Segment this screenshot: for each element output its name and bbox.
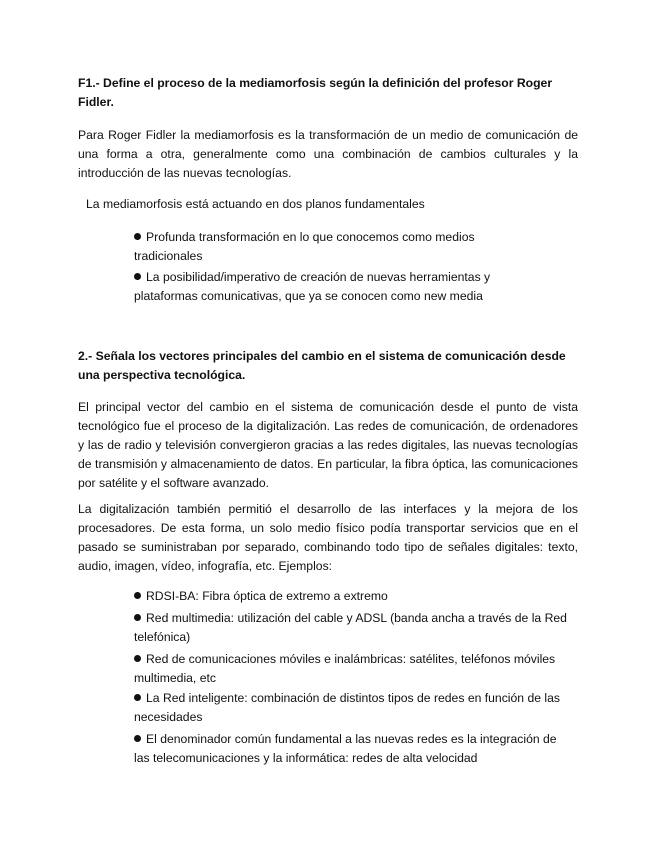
section2-paragraph-1: El principal vector del cambio en el sistema de comunicación desde el punto de vista tecnológico fue el proceso de la digitalización. Las redes de comunicación, de ordenadores y las de radio y televisión convergieron gracias a las redes digitales, las nuevas tecnologías de transmisión y almacenamiento de datos. En particular, la fibra óptica, las comunicaciones por satélite y el software avanzado. xyxy=(78,400,578,490)
section1-paragraph: Para Roger Fidler la mediamorfosis es la transformación de un medio de comunicación de una forma a otra, generalmente como una combinación de cambios culturales y la introducción de las nuevas tecnologías. xyxy=(78,128,578,180)
section2-bullet-5 xyxy=(134,730,570,768)
section1-title: F1.- Define el proceso de la mediamorfosis según la definición del profesor Roger Fidler. xyxy=(78,76,553,109)
bullet-dot-icon xyxy=(134,655,141,662)
section1-intro: La mediamorfosis está actuando en dos planos fundamentales xyxy=(86,197,425,211)
section1-bullet-2 xyxy=(134,268,524,306)
section1-bullet-1 xyxy=(134,228,514,266)
bullet-dot-icon xyxy=(134,233,141,240)
section2-bullet-4 xyxy=(134,689,570,727)
bullet-dot-icon xyxy=(134,735,141,742)
bullet-dot-icon xyxy=(134,614,141,621)
section2-bullet-1 xyxy=(134,587,580,606)
bullet-text: Red multimedia: utilización del cable y ADSL (banda ancha a través de la Red telefónica) xyxy=(134,611,567,644)
section2-title: 2.- Señala los vectores principales del cambio en el sistema de comunicación desde una perspectiva tecnológica. xyxy=(78,349,566,382)
bullet-text: El denominador común fundamental a las nuevas redes es la integración de las telecomunicaciones y la informática: redes de alta velocidad xyxy=(134,732,557,765)
bullet-dot-icon xyxy=(134,592,141,599)
bullet-text: RDSI-BA: Fibra óptica de extremo a extremo xyxy=(146,589,388,603)
bullet-text: La posibilidad/imperativo de creación de nuevas herramientas y plataformas comunicativas, que ya se conocen como new media xyxy=(134,270,491,303)
section2-paragraph-2: La digitalización también permitió el desarrollo de las interfaces y la mejora de los procesadores. De esta forma, un solo medio físico podía transportar servicios que en el pasado se suministraban por separado, combinando todo tipo de señales digitales: texto, audio, imagen, vídeo, infografía, etc. Ejemplos: xyxy=(78,502,578,573)
bullet-text: Red de comunicaciones móviles e inalámbricas: satélites, teléfonos móviles multimedia, etc xyxy=(134,652,556,685)
bullet-text: Profunda transformación en lo que conocemos como medios tradicionales xyxy=(134,230,475,263)
bullet-text: La Red inteligente: combinación de distintos tipos de redes en función de las necesidades xyxy=(134,691,560,724)
bullet-dot-icon xyxy=(134,694,141,701)
section2-bullet-3 xyxy=(134,650,580,688)
section2-bullet-2 xyxy=(134,609,574,647)
bullet-dot-icon xyxy=(134,273,141,280)
